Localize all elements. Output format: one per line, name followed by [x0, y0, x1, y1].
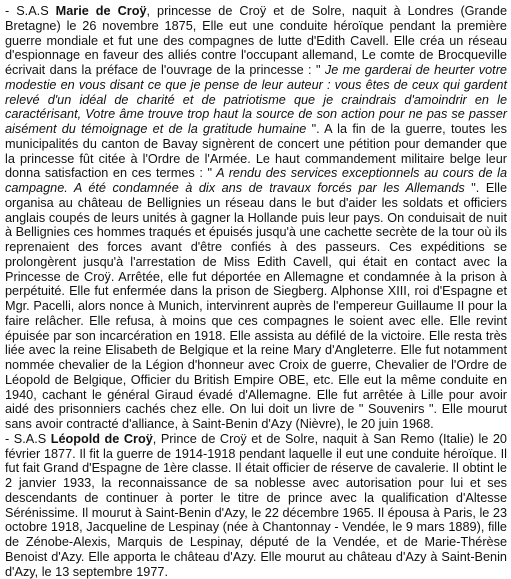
- entry-marie-de-croy: [5, 4, 507, 432]
- entry-text: , Prince de Croÿ et de Solre, naquit à San Remo (Italie) le 20 février 1877. Il fit la guerre de 1914-1918 pendant laquelle il eut une conduite héroïque. Il fut fait Grand d'Espagne de 1ère classe. Il était officier de réserve de cavalerie. Il obtint le 2 janvier 1933, la reconnaissance de sa noblesse avec autorisation pour lui et ses descendants de continuer à porter le titre de prince avec la qualification d'Altesse Sérénissime. Il mourut à Saint-Benin d'Azy, le 22 décembre 1965. Il épousa à Paris, le 23 octobre 1918, Jacqueline de Lespinay (née à Chantonnay - Vendée, le 9 mars 1889), fille de Zénobe-Alexis, Marquis de Lespinay, député de la Vendée, et de Marie-Thérèse Benoist d'Azy. Elle apporta le château d'Azy. Elle mourut au château d'Azy à Saint-Benin d'Azy, le 13 septembre 1977.: [5, 431, 507, 579]
- quotation: A rendu des services exceptionnels au cours de la campagne. A été condamnée à dix ans de travaux forcés par les Allemands: [5, 166, 507, 195]
- entry-prefix: - S.A.S: [5, 431, 51, 446]
- entry-leopold-de-croy: [5, 432, 507, 579]
- entry-text: ". Elle organisa au château de Bellignies un réseau dans le but d'aider les soldats et officiers anglais coupés de leurs unités à gagner la Hollande puis leur pays. On conduisait de nuit à Bellignies ces hommes traqués et épuisés jusqu'à une cachette secrète de la tour où ils reprenaient des forces avant d'être confiés à des passeurs. Ces expéditions se prolongèrent jusqu'à l'arrestation de Miss Edith Cavell, qui était en contact avec la Princesse de Croÿ. Arrêtée, elle fut déportée en Allemagne et condamnée à la prison à perpétuité. Elle fut enfermée dans la prison de Siegberg. Alphonse XIII, roi d'Espagne et Mgr. Pacelli, alors nonce à Munich, intervinrent auprès de l'empereur Guillaume II pour la faire relâcher. Elle refusa, à moins que ces compagnes le soient avec elle. Elle revint épuisée par son incarcération en 1918. Elle assista au défilé de la victoire. Elle resta très liée avec la reine Elisabeth de Belgique et la reine Mary d'Angleterre. Elle fut notamment nommée chevalier de la Légion d'honneur avec Croix de guerre, Chevalier de l'Ordre de Léopold de Belgique, Officier du British Empire OBE, etc. Elle eut la même conduite en 1940, cachant le général Giraud évadé d'Allemagne. Elle fut arrêtée à Lille pour avoir aidé des prisonniers cachés chez elle. On lui doit un livre de " Souvenirs ". Elle mourut sans avoir contracté d'alliance, à Saint-Benin d'Azy (Nièvre), le 20 juin 1968.: [5, 181, 507, 431]
- entry-text: , princesse de Croÿ et de Solre, naquit à Londres (Grande Bretagne) le 26 novembre 1875, Elle eut une conduite héroïque pendant la première guerre mondiale et fut une des compagnes de lutte d'Edith Cavell. Elle créa un réseau d'espionnage en faveur des alliés contre l'occupant allemand, Le comte de Brocqueville écrivait dans la préface de l'ouvrage de la princesse : ": [5, 4, 507, 77]
- quotation: Je me garderai de heurter votre modestie en vous disant ce que je pense de leur auteur : vous êtes de ceux qui gardent relevé d'un idéal de charité et de patriotisme que je craindrais d'amoindrir en le caractérisant, Votre âme trouve trop haut la source de son action pour ne pas se passer aisément du témoignage et de la gratitude humaine: [5, 63, 507, 136]
- entry-prefix: - S.A.S: [5, 4, 56, 18]
- person-name: Marie de Croÿ: [55, 4, 147, 18]
- person-name: Léopold de Croÿ: [50, 431, 153, 446]
- entry-text: ". A la fin de la guerre, toutes les municipalités du canton de Bavay signèrent de concert une pétition pour demander que la princesse fût citée à l'Ordre de l'Armée. Le haut commandement militaire belge leur donna satisfaction en ces termes : ": [5, 122, 507, 181]
